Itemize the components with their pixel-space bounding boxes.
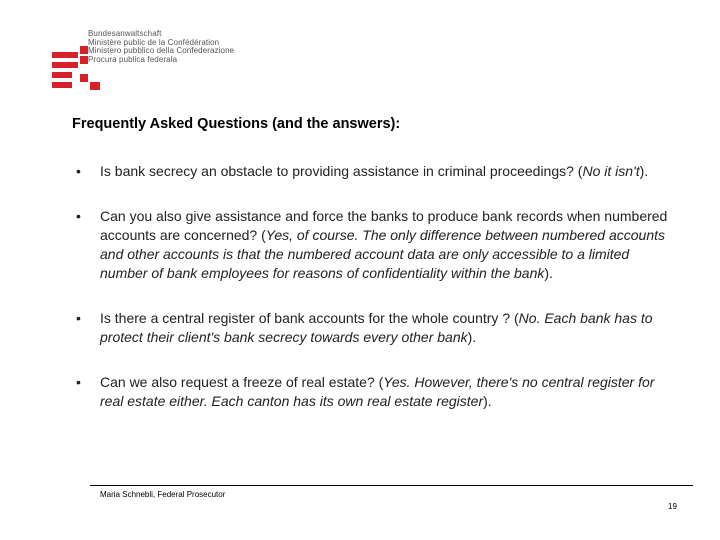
- answer: No. Each bank has to protect their client's bank secrecy towards every other bank: [100, 310, 653, 345]
- bullet-icon: •: [76, 374, 81, 390]
- answer: No it isn't: [582, 163, 640, 179]
- question: Is bank secrecy an obstacle to providing assistance in criminal proceedings? (: [100, 163, 583, 179]
- footer-author: Maria Schnebli, Federal Prosecutor: [100, 490, 226, 499]
- closing: ).: [483, 393, 492, 409]
- closing: ).: [544, 265, 553, 281]
- page-title: Frequently Asked Questions (and the answers):: [72, 116, 401, 132]
- page-number: 19: [668, 502, 677, 511]
- closing: ).: [639, 163, 649, 179]
- faq-item: [72, 309, 672, 347]
- answer: Yes, of course. The only difference between numbered accounts and other accounts is that the numbered account data are only accessible to a limited number of bank employees for reasons of confidentiality within the bank: [100, 227, 666, 281]
- logo-text: [88, 30, 234, 64]
- logo-line: Bundesanwaltschaft: [88, 29, 162, 38]
- bullet-icon: •: [76, 163, 81, 179]
- question: Can we also request a freeze of real estate? (: [100, 374, 384, 390]
- faq-list: [72, 162, 672, 437]
- bullet-icon: •: [76, 310, 81, 326]
- question: Can you also give assistance and force the banks to produce bank records when numbered accounts are concerned? (: [100, 208, 668, 243]
- logo-line: Ministère public de la Confédération: [88, 37, 220, 47]
- faq-item: [72, 207, 672, 283]
- closing: ).: [467, 329, 477, 345]
- answer: Yes. However, there's no central register for real estate either. Each canton has its own real estate register: [100, 374, 655, 409]
- footer-divider: [90, 485, 693, 486]
- logo-line: Procura publica federala: [88, 54, 178, 64]
- logo: [52, 30, 252, 92]
- faq-item: [72, 373, 672, 411]
- question: Is there a central register of bank accounts for the whole country ? (: [100, 310, 519, 326]
- bullet-icon: •: [76, 208, 81, 224]
- logo-line: Ministero pubblico della Confederazione: [88, 46, 235, 55]
- faq-item: [72, 162, 672, 181]
